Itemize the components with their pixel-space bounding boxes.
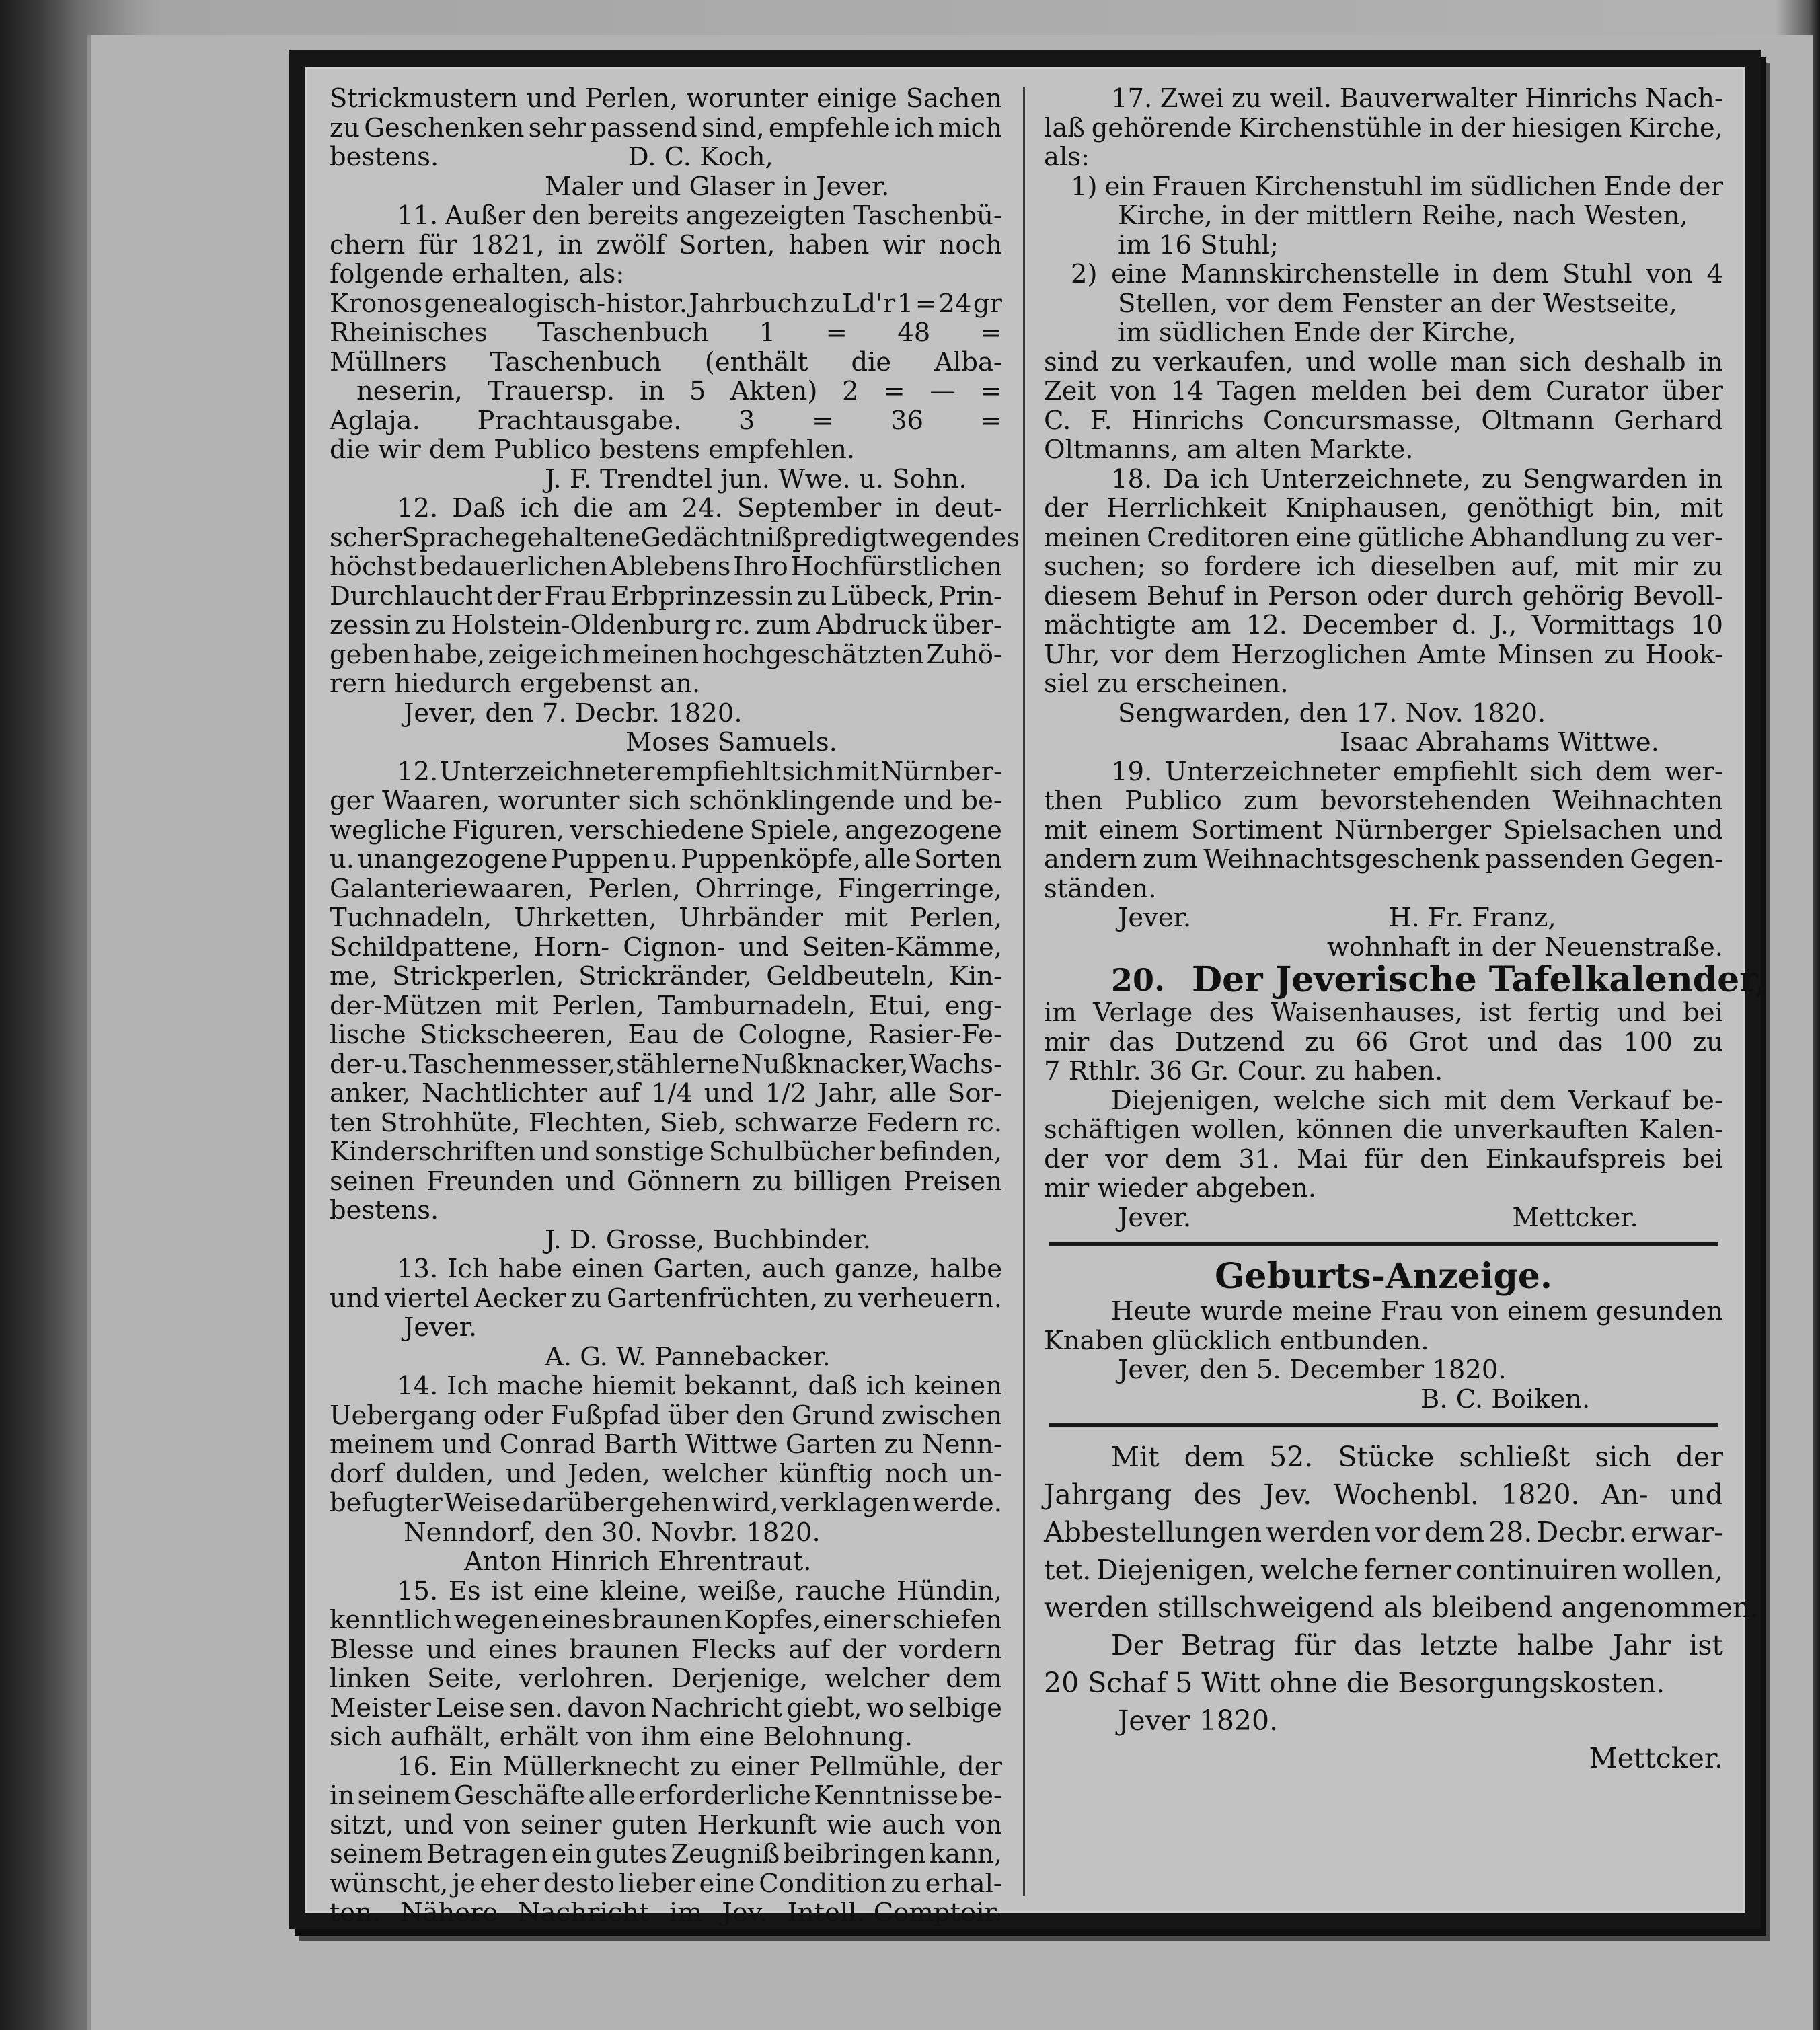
notice-20-text-line: mir wieder abgeben. — [1044, 1173, 1317, 1203]
right-text-line: diesem Behuf in Person oder durch gehörig Bevoll- — [1044, 580, 1723, 611]
birth-heading: Geburts-Anzeige. — [1215, 1256, 1552, 1297]
left-text-line: 12. Daß ich die am 24. September in deut- — [397, 493, 1002, 523]
section-rule-1 — [1049, 1242, 1718, 1246]
right-text-line: Uhr, vor dem Herzoglichen Amte Minsen zu Hook- — [1044, 639, 1723, 670]
closing-text-line: werden stillschweigend als bleibend angenommen. — [1044, 1591, 1759, 1624]
right-text-line: 18. Da ich Unterzeichnete, zu Sengwarden in — [1111, 463, 1723, 494]
right-text-line: sind zu verkaufen, und wolle man sich deshalb in — [1044, 346, 1723, 377]
right-text-line: then Publico zum bevorstehenden Weihnachten — [1044, 786, 1723, 816]
left-text-line: Rheinisches Taschenbuch 1 = 48 = — [330, 317, 1002, 348]
notice-20-body — [1044, 998, 1723, 1232]
notice-20-number: 20. — [1111, 962, 1166, 998]
right-text-line: als: — [1044, 142, 1090, 172]
column-divider — [1023, 87, 1025, 1896]
left-text-line: J. D. Grosse, Buchbinder. — [545, 1224, 872, 1255]
left-text-line: die wir dem Publico bestens empfehlen. — [330, 435, 856, 465]
right-text-line: im südlichen Ende der Kirche, — [1118, 317, 1517, 348]
right-text-line: 2) eine Mannskirchenstelle in dem Stuhl von 4 — [1071, 259, 1723, 289]
left-text-line: kenntlich wegen eines braunen Kopfes, einer schiefen — [330, 1605, 1002, 1635]
birth-text-line: B. C. Boiken. — [1420, 1384, 1591, 1415]
left-text-line: bestens. — [330, 1195, 439, 1226]
left-text-line: seinen Freunden und Gönnern zu billigen Preisen — [330, 1166, 1002, 1197]
left-text-line: sitzt, und von seiner guten Herkunft wie auch von — [330, 1809, 1002, 1840]
birth-text-line: Knaben glücklich entbunden. — [1044, 1325, 1429, 1356]
closing-text-line: Jahrgang des Jev. Wochenbl. 1820. An- und — [1044, 1478, 1723, 1511]
right-text-line: Zeit von 14 Tagen melden bei dem Curator über — [1044, 376, 1723, 406]
left-text-line: Jever, den 7. Decbr. 1820. — [404, 698, 743, 728]
left-text-line: höchst bedauerlichen Ablebens Ihro Hochfürstlichen — [330, 552, 1002, 582]
notice-20-heading-line — [1044, 959, 1768, 1000]
left-text-line: der- u. Taschenmesser, stählerne Nußknacker, Wachs- — [330, 1049, 1002, 1080]
left-text-line: Meister Leise sen. davon Nachricht giebt, wo selbige — [330, 1692, 1002, 1723]
right-text-line: C. F. Hinrichs Concursmasse, Oltmann Gerhard — [1044, 405, 1723, 436]
right-text-line: 1) ein Frauen Kirchenstuhl im südlichen Ende der — [1071, 171, 1723, 202]
left-text-line: der-Mützen mit Perlen, Tamburnadeln, Etui, eng- — [330, 990, 1002, 1021]
left-text-line: Uebergang oder Fußpfad über den Grund zwischen — [330, 1400, 1002, 1431]
left-text-line: wegliche Figuren, verschiedene Spiele, angezogene — [330, 815, 1002, 845]
right-text-line: der Herrlichkeit Kniphausen, genöthigt bin, mit — [1044, 493, 1723, 523]
right-text-line: andern zum Weihnachtsgeschenk passenden Gegen- — [1044, 844, 1723, 874]
left-text-line: 14. Ich mache hiemit bekannt, daß ich keinen — [397, 1371, 1002, 1401]
notice-20-text-line: 7 Rthlr. 36 Gr. Cour. zu haben. — [1044, 1056, 1443, 1086]
birth-text-line: Heute wurde meine Frau von einem gesunden — [1111, 1296, 1723, 1326]
left-text-line: Blesse und eines braunen Flecks auf der vordern — [330, 1634, 1002, 1665]
right-text-line: ständen. — [1044, 873, 1157, 904]
closing-text-line: Jever 1820. — [1118, 1704, 1279, 1737]
right-text-line: Sengwarden, den 17. Nov. 1820. — [1118, 698, 1546, 728]
right-text-line: mächtigte am 12. December d. J., Vormittags 10 — [1044, 610, 1723, 640]
notice-20-text-line: Jever. Mettcker. — [1118, 1202, 1638, 1233]
right-text-line: 17. Zwei zu weil. Bauverwalter Hinrichs Nach- — [1111, 83, 1723, 114]
right-text-line: suchen; so fordere ich dieselben auf, mit mir zu — [1044, 552, 1723, 582]
left-text-line: Tuchnadeln, Uhrketten, Uhrbänder mit Perlen, — [330, 903, 1002, 933]
birth-text-line: Jever, den 5. December 1820. — [1118, 1355, 1507, 1385]
right-text-line: wohnhaft in der Neuenstraße. — [1326, 932, 1723, 963]
left-text-line: Kinderschriften und sonstige Schulbücher befinden, — [330, 1137, 1002, 1167]
notice-20-text-line: schäftigen wollen, können die unverkauften Kalen- — [1044, 1115, 1723, 1145]
notice-20-text-line: mir das Dutzend zu 66 Grot und das 100 zu — [1044, 1026, 1723, 1057]
right-text-line: Kirche, in der mittlern Reihe, nach Westen, — [1118, 200, 1688, 231]
right-text-line: Oltmanns, am alten Markte. — [1044, 435, 1414, 465]
left-text-line: lische Stickscheeren, Eau de Cologne, Rasier-Fe- — [330, 1020, 1002, 1050]
left-text-line: folgende erhalten, als: — [330, 259, 625, 289]
left-text-line: in seinem Geschäfte alle erforderliche Kenntnisse be- — [330, 1780, 1002, 1811]
left-text-line: neserin, Trauersp. in 5 Akten) 2 = — = — [356, 376, 1002, 406]
left-text-line: u. unangezogene Puppen u. Puppenköpfe, alle Sorten — [330, 844, 1002, 874]
left-text-line: anker, Nachtlichter auf 1/4 und 1/2 Jahr, alle Sor- — [330, 1078, 1002, 1108]
left-text-line: Strickmustern und Perlen, worunter einige Sachen — [330, 83, 1002, 114]
left-text-line: bestens. D. C. Koch, — [330, 142, 773, 172]
left-text-line: befugter Weise darüber gehen wird, verklagen werde. — [330, 1488, 1002, 1518]
left-column — [330, 83, 1020, 1928]
closing-notice — [1044, 1438, 1759, 1777]
left-text-line: und viertel Aecker zu Gartenfrüchten, zu verheuern. — [330, 1283, 1002, 1314]
left-text-line: Nenndorf, den 30. Novbr. 1820. — [404, 1517, 821, 1548]
right-text-line: im 16 Stuhl; — [1118, 229, 1279, 260]
left-text-line: 16. Ein Müllerknecht zu einer Pellmühle, der — [397, 1751, 1002, 1782]
left-text-line: ger Waaren, worunter sich schönklingende und be- — [330, 786, 1002, 816]
section-rule-2 — [1049, 1423, 1718, 1427]
left-text-line: dorf dulden, und Jeden, welcher künftig noch un- — [330, 1458, 1002, 1489]
closing-text-line: Der Betrag für das letzte halbe Jahr ist — [1111, 1629, 1723, 1661]
notice-20-text-line: Diejenigen, welche sich mit dem Verkauf be- — [1111, 1085, 1723, 1116]
left-text-line: sich aufhält, erhält von ihm eine Belohnung. — [330, 1722, 913, 1752]
notice-20-text-line: der vor dem 31. Mai für den Einkaufspreis bei — [1044, 1143, 1723, 1174]
left-text-line: meinem und Conrad Barth Wittwe Garten zu Nenn- — [330, 1429, 1002, 1460]
notice-20-text-line: im Verlage des Waisenhauses, ist fertig und bei — [1044, 998, 1723, 1028]
closing-text-line: Abbestellungen werden vor dem 28. Decbr. erwar- — [1044, 1516, 1723, 1548]
right-text-line: mit einem Sortiment Nürnberger Spielsachen und — [1044, 815, 1723, 845]
left-text-line: Kronos genealogisch-histor. Jahrbuch zu Ld'r 1 = 24 gr — [330, 288, 1002, 319]
right-text-line: 19. Unterzeichneter empfiehlt sich dem wer- — [1111, 756, 1723, 787]
left-text-line: Müllners Taschenbuch (enthält die Alba- — [330, 346, 1002, 377]
left-text-line: 11. Außer den bereits angezeigten Taschenbü- — [397, 200, 1002, 231]
left-text-line: linken Seite, verlohren. Derjenige, welcher dem — [330, 1663, 1002, 1694]
left-text-line: Aglaja. Prachtausgabe. 3 = 36 = — [330, 405, 1002, 436]
left-text-line: Schildpattene, Horn- Cignon- und Seiten-Kämme, — [330, 932, 1002, 963]
left-text-line: Maler und Glaser in Jever. — [545, 171, 890, 202]
left-text-line: seinem Betragen ein gutes Zeugniß beibringen kann, — [330, 1839, 1002, 1869]
notice-20 — [1044, 959, 1768, 1233]
closing-text-line: 20 Schaf 5 Witt ohne die Besorgungskosten. — [1044, 1667, 1665, 1699]
right-text-line: laß gehörende Kirchenstühle in der hiesigen Kirche, — [1044, 112, 1723, 143]
newspaper-page — [289, 50, 1768, 1929]
right-text-line: siel zu erscheinen. — [1044, 669, 1289, 699]
closing-text-line: tet. Diejenigen, welche ferner continuiren wollen, — [1044, 1554, 1723, 1586]
left-text-line: ten. Nähere Nachricht im Jev. Intell.-Comptoir. — [330, 1897, 1002, 1928]
left-text-line: 12. Unterzeichneter empfiehlt sich mit Nürnber- — [397, 756, 1002, 787]
right-text-line: Isaac Abrahams Wittwe. — [1340, 727, 1659, 757]
right-column-notices — [1044, 84, 1723, 962]
left-text-line: Moses Samuels. — [625, 727, 837, 757]
closing-text-line: Mettcker. — [1589, 1742, 1723, 1774]
left-text-line: 13. Ich habe einen Garten, auch ganze, halbe — [397, 1254, 1002, 1284]
right-text-line: Jever. H. Fr. Franz, — [1118, 903, 1556, 933]
right-text-line: meinen Creditoren eine gütliche Abhandlung zu ver- — [1044, 522, 1723, 553]
left-text-line: zu Geschenken sehr passend sind, empfehle ich mich — [330, 112, 1002, 143]
left-text-line: geben habe, zeige ich meinen hochgeschätzten Zuhö- — [330, 639, 1002, 670]
left-text-line: ten Strohhüte, Flechten, Sieb, schwarze Federn rc. — [330, 1107, 1002, 1138]
right-text-line: Stellen, vor dem Fenster an der Westseite, — [1118, 288, 1677, 319]
left-text-line: Galanteriewaaren, Perlen, Ohrringe, Fingerringe, — [330, 873, 1002, 904]
left-text-line: wünscht, je eher desto lieber eine Condition zu erhal- — [330, 1868, 1002, 1899]
left-text-line: A. G. W. Pannebacker. — [545, 1341, 831, 1372]
left-text-line: chern für 1821, in zwölf Sorten, haben wir noch — [330, 229, 1002, 260]
closing-text-line: Mit dem 52. Stücke schließt sich der — [1111, 1441, 1723, 1473]
left-text-line: me, Strickperlen, Strickränder, Geldbeuteln, Kin- — [330, 961, 1002, 991]
left-text-line: 15. Es ist eine kleine, weiße, rauche Hündin, — [397, 1575, 1002, 1606]
notice-20-heading: Der Jeverische Tafelkalender, — [1192, 959, 1768, 1000]
left-text-line: zessin zu Holstein-Oldenburg rc. zum Abdruck über- — [330, 610, 1002, 640]
left-text-line: J. F. Trendtel jun. Wwe. u. Sohn. — [545, 463, 967, 494]
left-text-line: Anton Hinrich Ehrentraut. — [464, 1546, 812, 1577]
left-text-line: rern hiedurch ergebenst an. — [330, 669, 701, 699]
birth-announcement — [1044, 1256, 1723, 1414]
left-text-line: scher Sprache gehaltene Gedächtnißpredigt wegen des — [330, 522, 1020, 553]
left-text-line: Jever. — [404, 1312, 478, 1343]
right-column — [1044, 83, 1768, 1777]
birth-body — [1044, 1297, 1723, 1414]
left-text-line: Durchlaucht der Frau Erbprinzessin zu Lübeck, Prin- — [330, 580, 1002, 611]
